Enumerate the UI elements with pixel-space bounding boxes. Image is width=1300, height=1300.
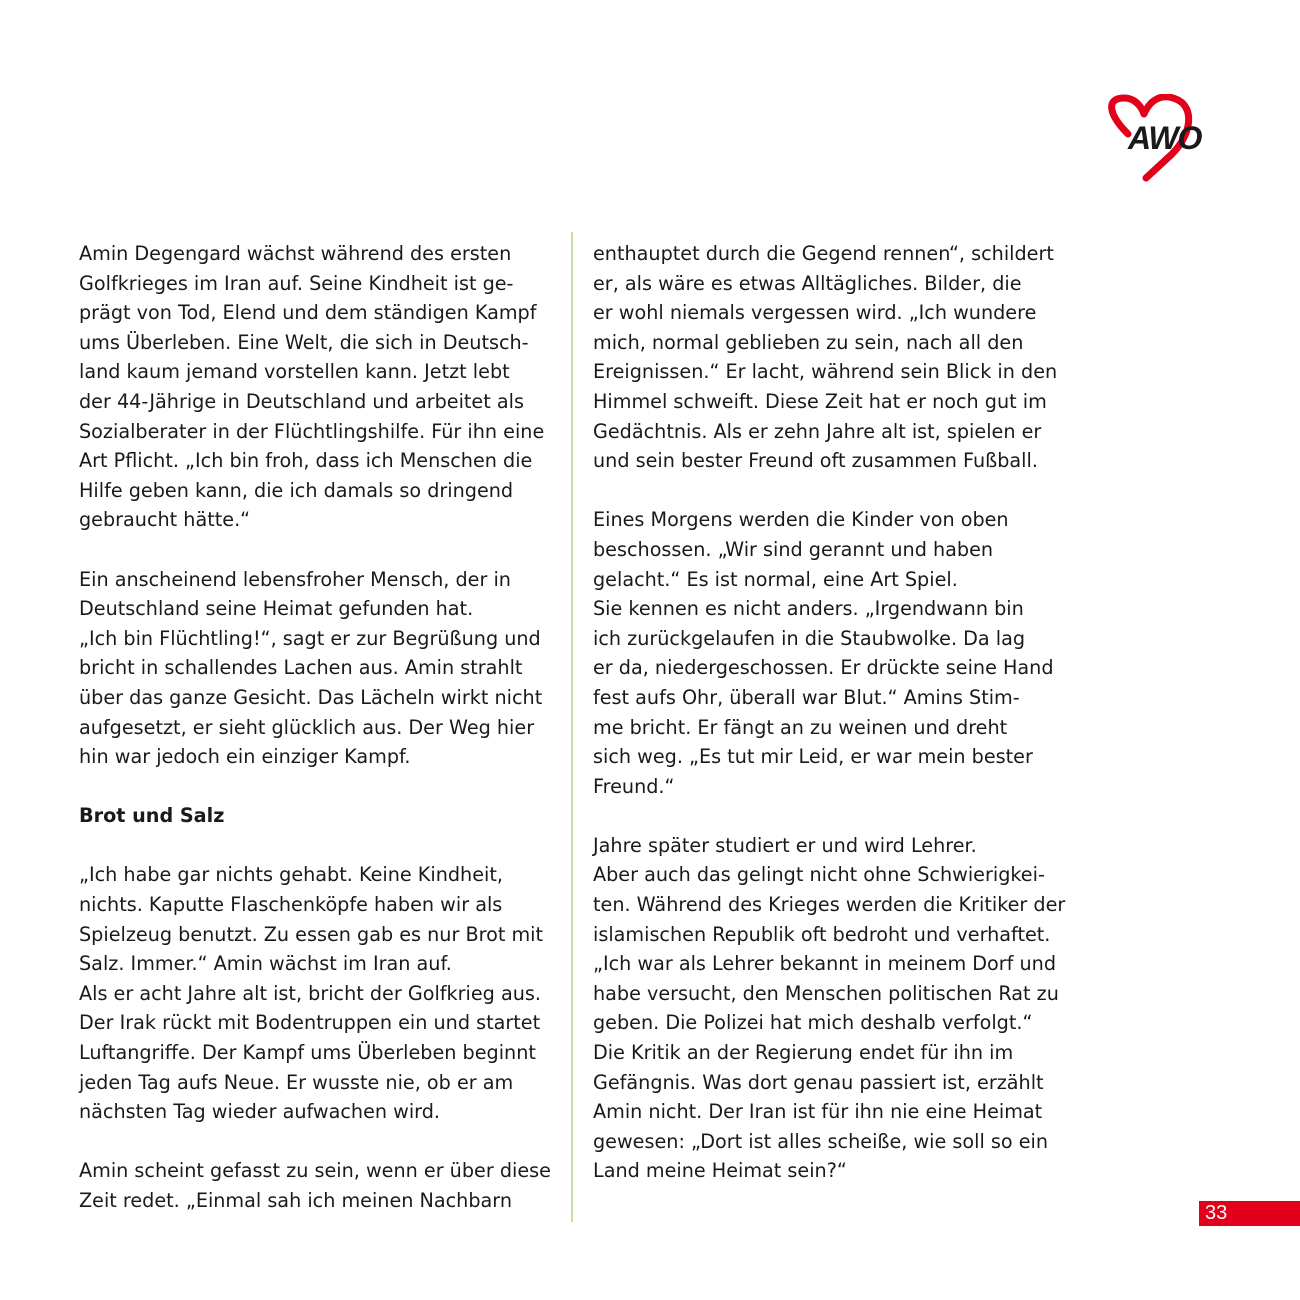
left-column: [79, 239, 559, 1216]
text-line: geben. Die Polizei hat mich deshalb verfolgt.“: [593, 1011, 1033, 1035]
text-line: „Ich war als Lehrer bekannt in meinem Dorf und: [593, 952, 1057, 976]
text-line: nächsten Tag wieder aufwachen wird.: [79, 1100, 441, 1124]
text-line: er da, niedergeschossen. Er drückte seine Hand: [593, 656, 1054, 680]
text-line: gelacht.“ Es ist normal, eine Art Spiel.: [593, 567, 958, 591]
page-number: 33: [1205, 1202, 1228, 1224]
page-number-box: [1199, 1201, 1300, 1226]
text-line: Der Irak rückt mit Bodentruppen ein und startet: [79, 1011, 541, 1035]
text-line: Amin Degengard wächst während des ersten: [79, 242, 512, 265]
text-line: Sozialberater in der Flüchtlingshilfe. Für ihn eine: [79, 419, 545, 443]
text-line: Gedächtnis. Als er zehn Jahre alt ist, spielen er: [593, 419, 1042, 443]
text-line: me bricht. Er fängt an zu weinen und dreht: [593, 715, 1008, 739]
text-line: gebraucht hätte.“: [79, 508, 251, 532]
paragraph-bread-salt: [79, 860, 559, 1126]
text-line: Freund.“: [593, 774, 675, 798]
text-line: Hilfe geben kann, die ich damals so dringend: [79, 478, 514, 502]
section-heading: Brot und Salz: [79, 804, 225, 828]
paragraph-teacher: [593, 831, 1073, 1186]
text-line: ten. Während des Krieges werden die Kritiker der: [593, 893, 1066, 917]
text-line: gewesen: „Dort ist alles scheiße, wie soll so ein: [593, 1129, 1049, 1153]
paragraph-cheerful-person: [79, 565, 559, 772]
text-line: islamischen Republik oft bedroht und verhaftet.: [593, 922, 1051, 946]
text-line: Amin nicht. Der Iran ist für ihn nie eine Heimat: [593, 1100, 1043, 1124]
paragraph-beheaded: [593, 239, 1073, 476]
text-line: beschossen. „Wir sind gerannt und haben: [593, 537, 994, 561]
text-line: Ein anscheinend lebensfroher Mensch, der in: [79, 567, 511, 591]
text-line: Jahre später studiert er und wird Lehrer.: [593, 833, 977, 857]
text-line: mich, normal geblieben zu sein, nach all den: [593, 330, 1024, 354]
text-line: habe versucht, den Menschen politischen Rat zu: [593, 981, 1059, 1005]
text-line: prägt von Tod, Elend und dem ständigen Kampf: [79, 301, 537, 325]
text-line: fest aufs Ohr, überall war Blut.“ Amins Stim-: [593, 685, 1020, 709]
text-line: Ereignissen.“ Er lacht, während sein Blick in den: [593, 360, 1058, 384]
text-line: über das ganze Gesicht. Das Lächeln wirkt nicht: [79, 685, 543, 709]
text-line: Gefängnis. Was dort genau passiert ist, erzählt: [593, 1070, 1044, 1094]
text-line: Zeit redet. „Einmal sah ich meinen Nachbarn: [79, 1189, 512, 1212]
right-column: [593, 239, 1073, 1186]
text-line: Himmel schweift. Diese Zeit hat er noch gut im: [593, 389, 1047, 413]
text-line: hin war jedoch ein einziger Kampf.: [79, 745, 411, 769]
text-line: Die Kritik an der Regierung endet für ihn im: [593, 1041, 1014, 1065]
text-line: Land meine Heimat sein?“: [593, 1159, 847, 1183]
text-line: Als er acht Jahre alt ist, bricht der Golfkrieg aus.: [79, 981, 541, 1005]
text-line: er wohl niemals vergessen wird. „Ich wundere: [593, 301, 1037, 325]
text-line: bricht in schallendes Lachen aus. Amin strahlt: [79, 656, 523, 680]
column-divider: [571, 232, 573, 1222]
awo-logo: [1098, 94, 1208, 182]
text-line: Golfkrieges im Iran auf. Seine Kindheit ist ge-: [79, 271, 514, 295]
text-line: ich zurückgelaufen in die Staubwolke. Da lag: [593, 626, 1026, 650]
text-line: jeden Tag aufs Neue. Er wusste nie, ob er am: [79, 1070, 514, 1094]
paragraph-one-morning: [593, 505, 1073, 801]
paragraph-intro: [79, 239, 559, 535]
text-line: aufgesetzt, er sieht glücklich aus. Der Weg hier: [79, 715, 535, 739]
text-line: „Ich bin Flüchtling!“, sagt er zur Begrüßung und: [79, 626, 541, 650]
paragraph-composed: [79, 1156, 559, 1215]
text-line: Sie kennen es nicht anders. „Irgendwann bin: [593, 597, 1024, 621]
text-line: sich weg. „Es tut mir Leid, er war mein bester: [593, 745, 1033, 769]
text-line: er, als wäre es etwas Alltägliches. Bilder, die: [593, 271, 1022, 295]
text-line: Deutschland seine Heimat gefunden hat.: [79, 597, 474, 621]
text-line: land kaum jemand vorstellen kann. Jetzt lebt: [79, 360, 510, 384]
text-line: nichts. Kaputte Flaschenköpfe haben wir als: [79, 893, 503, 917]
text-line: Eines Morgens werden die Kinder von oben: [593, 508, 1009, 532]
text-line: enthauptet durch die Gegend rennen“, schildert: [593, 242, 1054, 265]
text-line: der 44-Jährige in Deutschland und arbeitet als: [79, 389, 524, 413]
text-line: ums Überleben. Eine Welt, die sich in Deutsch-: [79, 330, 529, 354]
logo-text: AWO: [1128, 120, 1202, 156]
text-line: und sein bester Freund oft zusammen Fußball.: [593, 449, 1038, 473]
text-line: Art Pflicht. „Ich bin froh, dass ich Menschen die: [79, 449, 533, 473]
awo-heart-logo-graphic: [1098, 94, 1208, 182]
text-line: Amin scheint gefasst zu sein, wenn er über diese: [79, 1159, 551, 1183]
text-line: Spielzeug benutzt. Zu essen gab es nur Brot mit: [79, 922, 543, 946]
text-line: Luftangriffe. Der Kampf ums Überleben beginnt: [79, 1041, 536, 1065]
text-line: Aber auch das gelingt nicht ohne Schwierigkei-: [593, 863, 1045, 887]
text-line: „Ich habe gar nichts gehabt. Keine Kindheit,: [79, 863, 503, 887]
text-line: Salz. Immer.“ Amin wächst im Iran auf.: [79, 952, 452, 976]
